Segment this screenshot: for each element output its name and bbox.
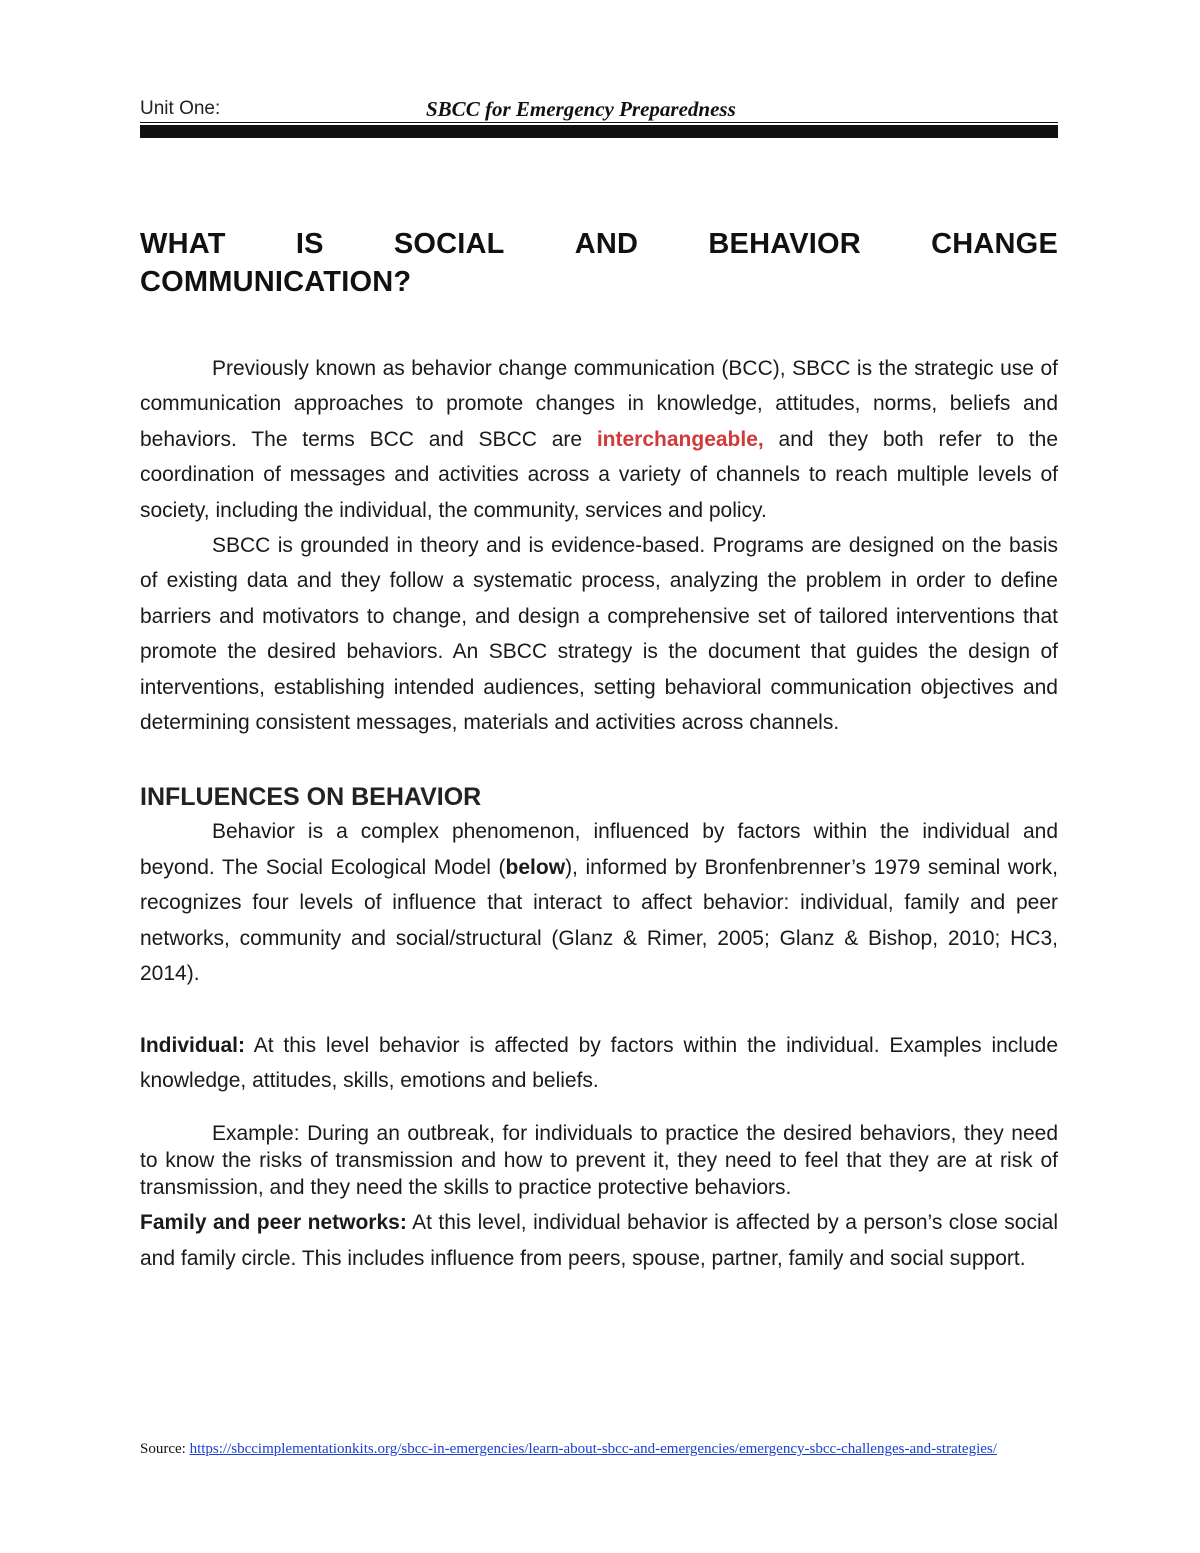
intro-text-b: and they both refer to the coordination of messages and activities across a variety of channels to reach multiple levels of society, including the individual, the community, services and policy. <box>140 427 1058 522</box>
page-title <box>140 225 1058 301</box>
source-label: Source: <box>140 1441 190 1457</box>
source-footnote <box>140 1440 1058 1459</box>
title-word: CHANGE <box>931 228 1058 260</box>
title-word: SOCIAL <box>393 228 505 260</box>
title-word: WHAT <box>140 228 226 260</box>
title-word: BEHAVIOR <box>708 228 861 260</box>
influences-paragraph <box>140 814 1058 991</box>
example-paragraph: Example: During an outbreak, for individuals to practice the desired behaviors, they need to know the risks of transmission and how to prevent it, they need to feel that they are at risk of transmission, and they need the skills to practice protective behaviors. <box>140 1122 1058 1200</box>
influences-text-b: ), informed by Bronfenbrenner’s 1979 seminal work, recognizes four levels of influence that interact to affect behavior: individual, family and peer networks, community and social/structural (Glanz & Rimer, 2005; Glanz & Bishop, 2010; HC3, 2014). <box>140 855 1058 986</box>
section-title-influences: INFLUENCES ON BEHAVIOR <box>140 783 482 812</box>
family-paragraph <box>140 1205 1058 1276</box>
intro-text-a: Previously known as behavior change communication (BCC), SBCC is the strategic use of communication approaches to promote changes in knowledge, attitudes, norms, beliefs and behaviors. The terms BCC and SBCC are <box>140 357 1058 451</box>
header-rule-thick <box>140 125 1058 138</box>
individual-text: At this level behavior is affected by factors within the individual. Examples include knowledge, attitudes, skills, emotions and beliefs. <box>140 1033 1058 1092</box>
title-word: AND <box>574 228 639 260</box>
unit-title: SBCC for Emergency Preparedness <box>426 97 736 121</box>
running-header <box>140 96 1058 122</box>
page-title-line2: COMMUNICATION? <box>140 266 412 298</box>
title-word: IS <box>295 228 324 260</box>
header-rule-thin <box>140 122 1058 123</box>
influences-bold-below: below <box>505 855 566 879</box>
document-page <box>140 96 1058 1276</box>
individual-label: Individual: <box>140 1033 245 1057</box>
influences-text-a: Behavior is a complex phenomenon, influenced by factors within the individual and beyond. The Social Ecological Model ( <box>140 820 1058 879</box>
page-title-line1 <box>140 225 1058 263</box>
family-text: At this level, individual behavior is affected by a person’s close social and family circle. This includes influence from peers, spouse, partner, family and social support. <box>140 1211 1058 1270</box>
individual-paragraph <box>140 1028 1058 1099</box>
source-link[interactable]: https://sbccimplementationkits.org/sbcc-in-emergencies/learn-about-sbcc-and-emergencies/emergency-sbcc-challenges-and-strategies/ <box>189 1441 997 1457</box>
theory-paragraph: SBCC is grounded in theory and is evidence-based. Programs are designed on the basis of existing data and they follow a systematic process, analyzing the problem in order to define barriers and motivators to change, and design a comprehensive set of tailored interventions that promote the desired behaviors. An SBCC strategy is the document that guides the design of interventions, establishing intended audiences, setting behavioral communication objectives and determining consistent messages, materials and activities across channels. <box>140 534 1058 735</box>
unit-label: Unit One: <box>140 98 221 119</box>
family-label: Family and peer networks: <box>140 1211 407 1235</box>
highlight-interchangeable: interchangeable, <box>596 427 764 451</box>
intro-paragraph <box>140 351 1058 528</box>
